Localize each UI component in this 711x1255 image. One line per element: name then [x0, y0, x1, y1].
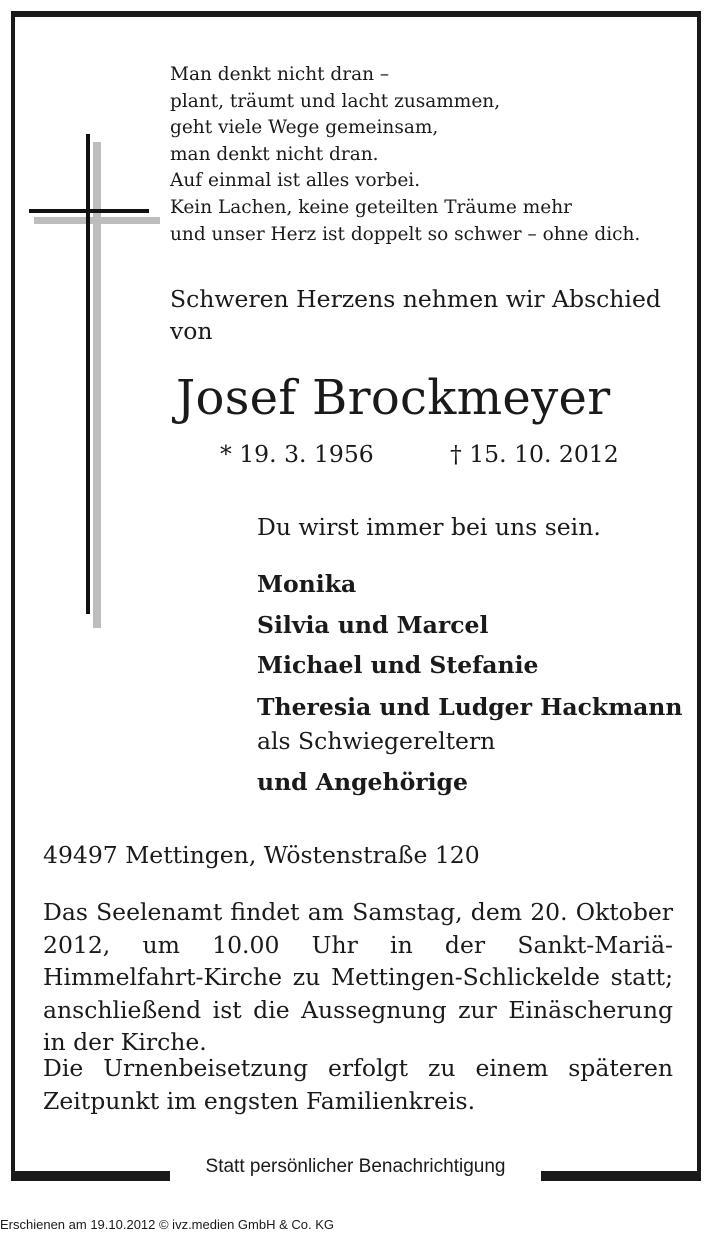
poem	[170, 62, 670, 248]
deceased-name: Josef Brockmeyer	[176, 370, 611, 426]
poem-line: Kein Lachen, keine geteilten Träume mehr	[170, 196, 572, 218]
intro-text: Schweren Herzens nehmen wir Abschied von	[170, 285, 661, 345]
poem-line: Man denkt nicht dran –	[170, 64, 390, 85]
burial-paragraph: Die Urnenbeisetzung erfolgt zu einem späteren Zeitpunkt im engsten Familienkreis.	[43, 1054, 673, 1115]
family-member: Michael und Stefanie	[257, 651, 539, 679]
border-bottom-right	[541, 1171, 701, 1181]
border-left	[11, 11, 15, 1181]
service-paragraph: Das Seelenamt findet am Samstag, dem 20. Oktober 2012, um 10.00 Uhr in der Sankt-Mariä-Himmelfahrt-Kirche zu Mettingen-Schlickelde statt; anschließend ist die Aussegnung zur Einäscherung in der Kirche.	[43, 898, 673, 1056]
family-member: Theresia und Ludger Hackmann	[257, 693, 683, 721]
motto: Du wirst immer bei uns sein.	[257, 513, 601, 541]
birth-date: * 19. 3. 1956	[220, 440, 374, 468]
border-right	[697, 11, 701, 1181]
family-member: Monika	[257, 570, 357, 598]
border-bottom-left	[11, 1171, 170, 1181]
family-member: und Angehörige	[257, 768, 468, 796]
poem-line: man denkt nicht dran.	[170, 143, 379, 165]
notice-text: Statt persönlicher Benachrichtigung	[205, 1156, 506, 1177]
poem-line: und unser Herz ist doppelt so schwer – ohne dich.	[170, 223, 641, 245]
death-date: † 15. 10. 2012	[450, 440, 619, 468]
publication-footer: Erschienen am 19.10.2012 © ivz.medien GmbH & Co. KG	[0, 1217, 335, 1232]
address: 49497 Mettingen, Wöstenstraße 120	[43, 841, 480, 869]
poem-line: geht viele Wege gemeinsam,	[170, 117, 439, 139]
poem-line: plant, träumt und lacht zusammen,	[170, 90, 501, 112]
border-top	[11, 11, 700, 17]
family-member: Silvia und Marcel	[257, 611, 489, 639]
poem-line: Auf einmal ist alles vorbei.	[170, 170, 421, 192]
family-relation-note: als Schwiegereltern	[257, 727, 496, 755]
